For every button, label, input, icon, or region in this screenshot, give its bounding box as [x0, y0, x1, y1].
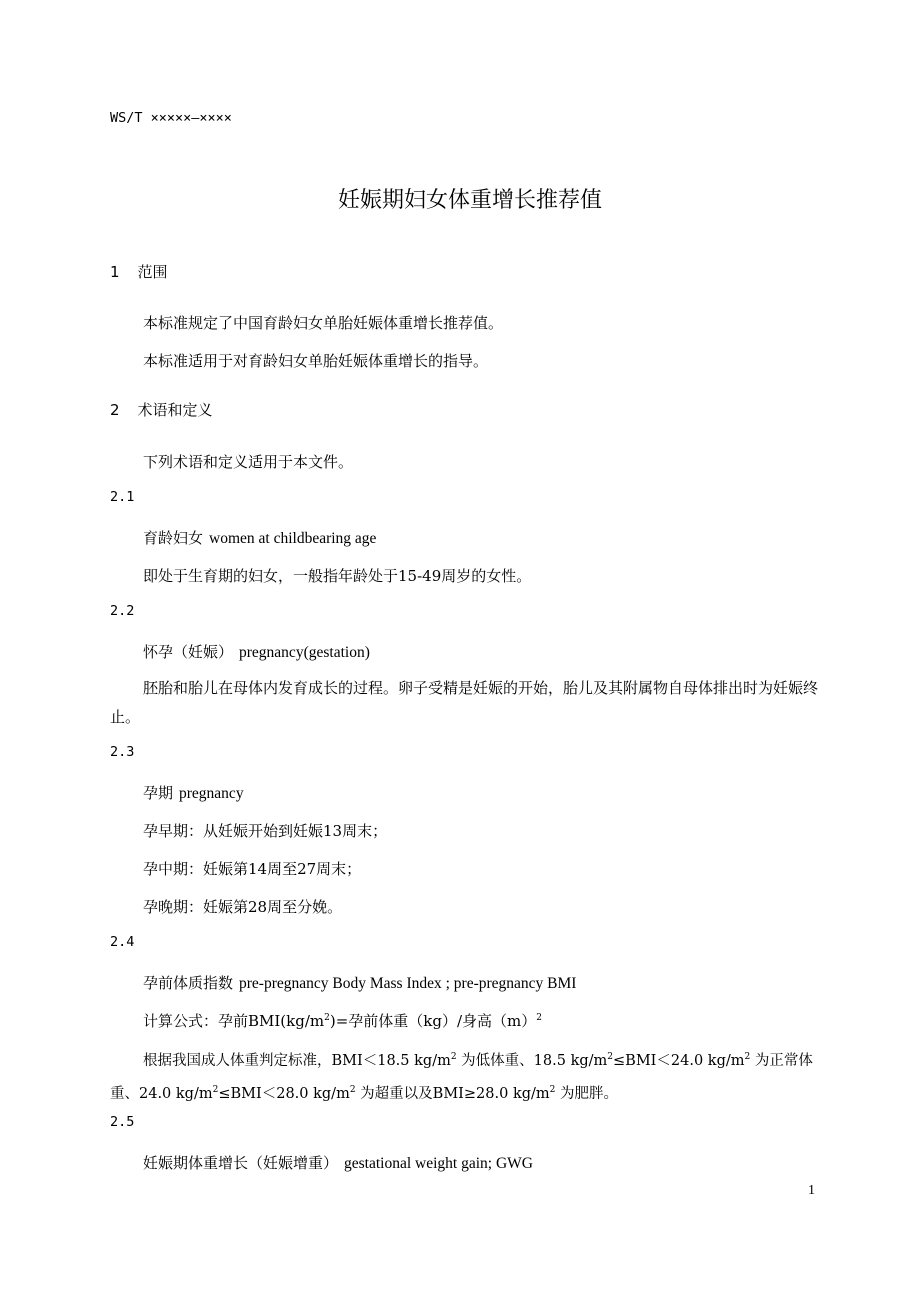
- page-number: 1: [808, 1183, 815, 1198]
- term-heading: [143, 641, 370, 662]
- term-chinese: 妊娠期体重增长（妊娠增重）: [143, 1154, 339, 1172]
- term-english: pregnancy: [179, 785, 244, 802]
- term-number: 2.3: [110, 744, 135, 760]
- term-chinese: 孕前体质指数: [143, 974, 234, 992]
- trimester-late: 孕晚期：妊娠第28周至分娩。: [143, 898, 343, 916]
- trimester-middle: 孕中期：妊娠第14周至27周末；: [143, 860, 362, 878]
- scope-paragraph-1: 本标准规定了中国育龄妇女单胎妊娠体重增长推荐值。: [143, 314, 504, 332]
- term-chinese: 怀孕（妊娠）: [143, 643, 234, 661]
- section-heading-scope: [110, 261, 168, 282]
- term-definition: 胚胎和胎儿在母体内发育成长的过程。卵子受精是妊娠的开始，胎儿及其附属物自母体排出时为妊娠终止。: [110, 679, 819, 726]
- document-title: 妊娠期妇女体重增长推荐值: [337, 188, 602, 213]
- trimester-early: 孕早期：从妊娠开始到妊娠13周末；: [143, 822, 388, 840]
- section-number: 1: [110, 263, 120, 281]
- term-number: 2.4: [110, 934, 135, 950]
- term-heading: [143, 527, 376, 548]
- term-heading: [143, 782, 244, 803]
- document-code: WS/T ×××××—××××: [110, 110, 232, 126]
- section-title: 术语和定义: [137, 401, 213, 419]
- term-number: 2.2: [110, 603, 135, 619]
- term-chinese: 孕期: [143, 784, 174, 802]
- bmi-standard: 根据我国成人体重判定标准，BMI＜18.5 $kg/m^2$ 为低体重、18.5 $kg/m^2\le BMI<24.0$ $kg/m^2$ 为正常体重、24.0 $kg/m^2\le BMI<28.0$ $kg/m^2$ 为超重以及BMI≥28.0 $kg/m^2$ 为肥胖。: [110, 1052, 813, 1102]
- term-english: pregnancy(gestation): [239, 644, 370, 661]
- term-definition: 即处于生育期的妇女，一般指年龄处于15-49周岁的女性。: [143, 567, 532, 585]
- term-number: 2.5: [110, 1114, 135, 1130]
- term-heading: [143, 972, 576, 993]
- term-english: pre-pregnancy Body Mass Index ; pre-pregnancy BMI: [239, 975, 577, 992]
- bmi-formula: 计算公式：孕前$BMI(kg/m^2)=$孕前体重（kg）/身高$(m)^2$: [143, 1012, 542, 1030]
- section-title: 范围: [137, 263, 168, 281]
- terms-intro: 下列术语和定义适用于本文件。: [143, 453, 354, 471]
- term-english: gestational weight gain; GWG: [344, 1155, 533, 1172]
- term-heading: [143, 1152, 533, 1173]
- section-number: 2: [110, 401, 120, 419]
- section-heading-terms: [110, 399, 213, 420]
- term-english: women at childbearing age: [209, 530, 377, 547]
- term-chinese: 育龄妇女: [143, 529, 204, 547]
- term-number: 2.1: [110, 489, 135, 505]
- scope-paragraph-2: 本标准适用于对育龄妇女单胎妊娠体重增长的指导。: [143, 352, 489, 370]
